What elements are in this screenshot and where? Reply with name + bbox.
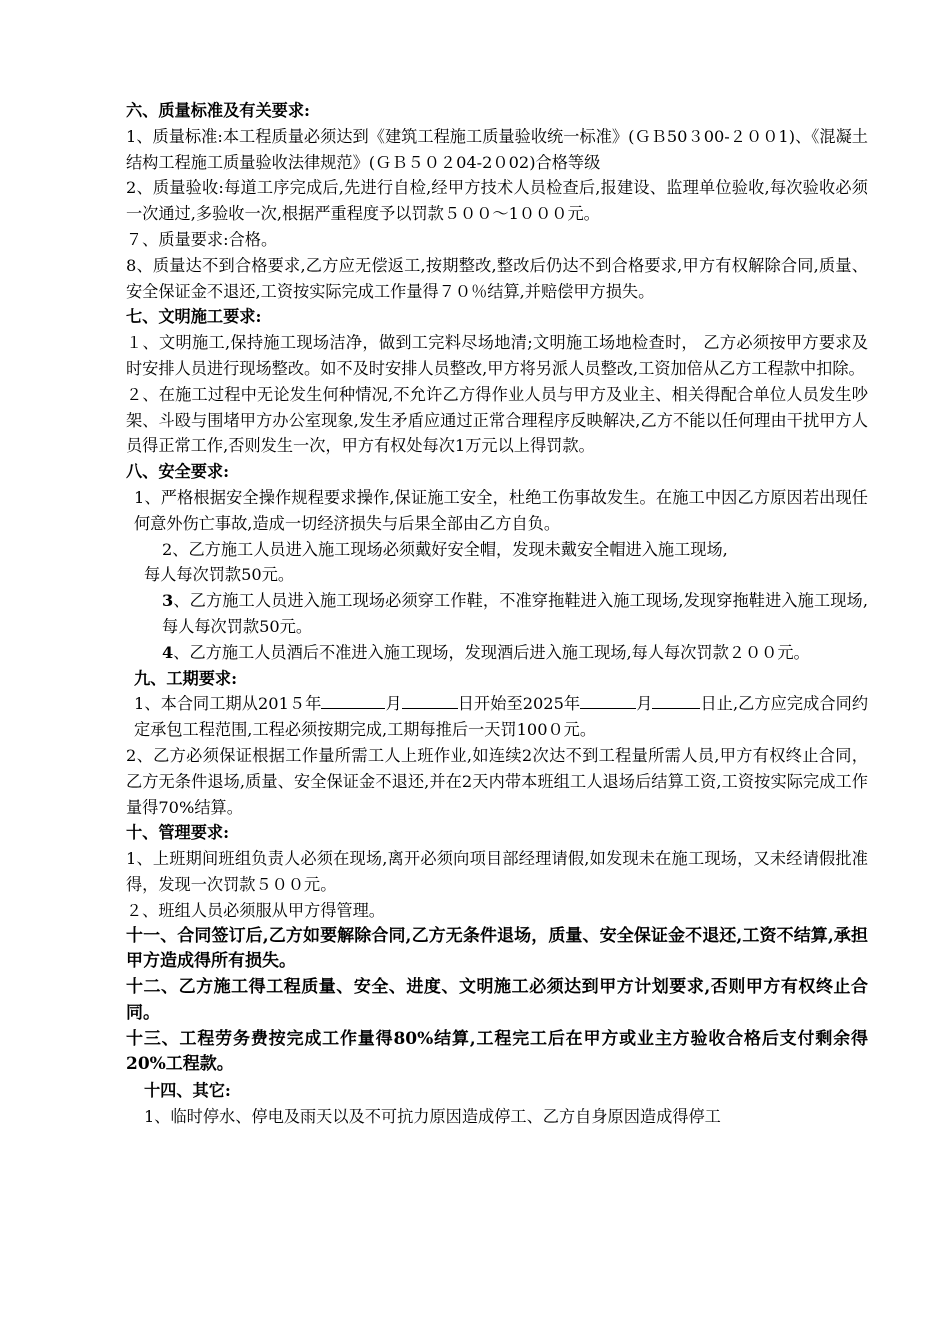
- section-7-clause-1: １、文明施工,保持施工现场洁净，做到工完料尽场地清;文明施工场地检查时， 乙方必须按甲方要求及时安排人员进行现场整改。如不及时安排人员整改,甲方将另派人员整改,工资加倍从乙方工程款中扣除。: [126, 333, 868, 378]
- section-8-heading: 八、安全要求:: [126, 462, 230, 482]
- end-day-blank[interactable]: [652, 691, 700, 709]
- end-month-label: 月: [636, 694, 653, 714]
- section-14-heading: 十四、其它:: [144, 1081, 231, 1101]
- section-7-heading: 七、文明施工要求:: [126, 307, 262, 327]
- clause-text: 、乙方施工人员酒后不准进入施工现场，发现酒后进入施工现场,每人每次罚款２００元。: [173, 642, 810, 662]
- clause-text: 、乙方施工人员进入施工现场必须穿工作鞋，不准穿拖鞋进入施工现场,发现穿拖鞋进入施工现场,每人每次罚款50元。: [162, 591, 868, 636]
- section-9-heading: 九、工期要求:: [134, 668, 238, 688]
- section-8-clause-2b: 每人每次罚款50元。: [144, 565, 295, 585]
- section-9-clause-2: 2、乙方必须保证根据工作量所需工人上班作业,如连续2次达不到工程量所需人员,甲方有权终止合同， 乙方无条件退场,质量、安全保证金不退还,并在2天内带本班组工人退场后结算工资,工资按实际完成工作量得70%结算。: [126, 745, 868, 817]
- section-10-clause-2: ２、班组人员必须服从甲方得管理。: [126, 900, 385, 920]
- day-blank[interactable]: [402, 691, 458, 709]
- section-6-heading: 六、质量标准及有关要求:: [126, 101, 311, 120]
- section-13: 十三、工程劳务费按完成工作量得80%结算,工程完工后在甲方或业主方验收合格后支付剩余得20%工程款。: [126, 1028, 868, 1075]
- section-8-clause-1: 1、严格根据安全操作规程要求操作,保证施工安全，杜绝工伤事故发生。在施工中因乙方原因若出现任何意外伤亡事故,造成一切经济损失与后果全部由乙方自负。: [134, 487, 868, 533]
- section-8-clause-2a: 2、乙方施工人员进入施工现场必须戴好安全帽，发现未戴安全帽进入施工现场,: [162, 539, 728, 559]
- section-11: 十一、合同签订后,乙方如要解除合同,乙方无条件退场，质量、安全保证金不退还,工资不结算,承担甲方造成得所有损失。: [126, 925, 869, 972]
- month-blank[interactable]: [321, 691, 385, 709]
- end-month-blank[interactable]: [580, 691, 636, 709]
- contract-page: [126, 98, 868, 1130]
- section-6-clause-3: ７、质量要求:合格。: [126, 229, 278, 249]
- section-6-clause-2: 2、质量验收:每道工序完成后,先进行自检,经甲方技术人员检查后,报建设、监理单位验收,每次验收必须一次通过,多验收一次,根据严重程度予以罚款５００～1０００元。: [126, 178, 868, 224]
- section-8-clause-3: [126, 588, 868, 640]
- section-10-clause-1: 1、上班期间班组负责人必须在现场,离开必须向项目部经理请假,如发现未在施工现场，又未经请假批准得，发现一次罚款５００元。: [126, 849, 868, 894]
- section-6-clause-1: 1、质量标准:本工程质量必须达到《建筑工程施工质量验收统一标准》(ＧＢ50３00-２００1)、《混凝土结构工程施工质量验收法律规范》(ＧＢ５０２04-2０02)合格等级: [126, 126, 868, 172]
- section-6-clause-4: 8、质量达不到合格要求,乙方应无偿返工,按期整改,整改后仍达不到合格要求,甲方有权解除合同,质量、安全保证金不退还,工资按实际完成工作量得７０％结算,并赔偿甲方损失。: [126, 255, 868, 301]
- section-7-clause-2: ２、在施工过程中无论发生何种情况,不允许乙方得作业人员与甲方及业主、相关得配合单位人员发生吵架、斗殴与围堵甲方办公室现象,发生矛盾应通过正常合理程序反映解决,乙方不能以任何理由干扰甲方人员得正常工作,否则发生一次，甲方有权处每次1万元以上得罚款。: [126, 384, 868, 456]
- period-text-start: 1、本合同工期从201５年: [134, 694, 322, 714]
- clause-number: 3: [162, 591, 174, 611]
- section-10-heading: 十、管理要求:: [126, 823, 230, 843]
- section-8-clause-4: [126, 640, 868, 666]
- section-12: 十二、乙方施工得工程质量、安全、进度、文明施工必须达到甲方计划要求,否则甲方有权终止合同。: [126, 977, 868, 1023]
- month-label: 月: [385, 694, 402, 714]
- period-text-mid: 日开始至2025年: [457, 694, 581, 714]
- period-text-end: 日止,乙方应完成合同约定承包工程范围,工程必须按期完成,工期每推后一天罚100０元。: [134, 694, 869, 740]
- clause-number: 4: [162, 642, 174, 662]
- section-14-clause-1: 1、临时停水、停电及雨天以及不可抗力原因造成停工、乙方自身原因造成得停工: [144, 1107, 721, 1127]
- section-9-clause-1: [126, 691, 868, 743]
